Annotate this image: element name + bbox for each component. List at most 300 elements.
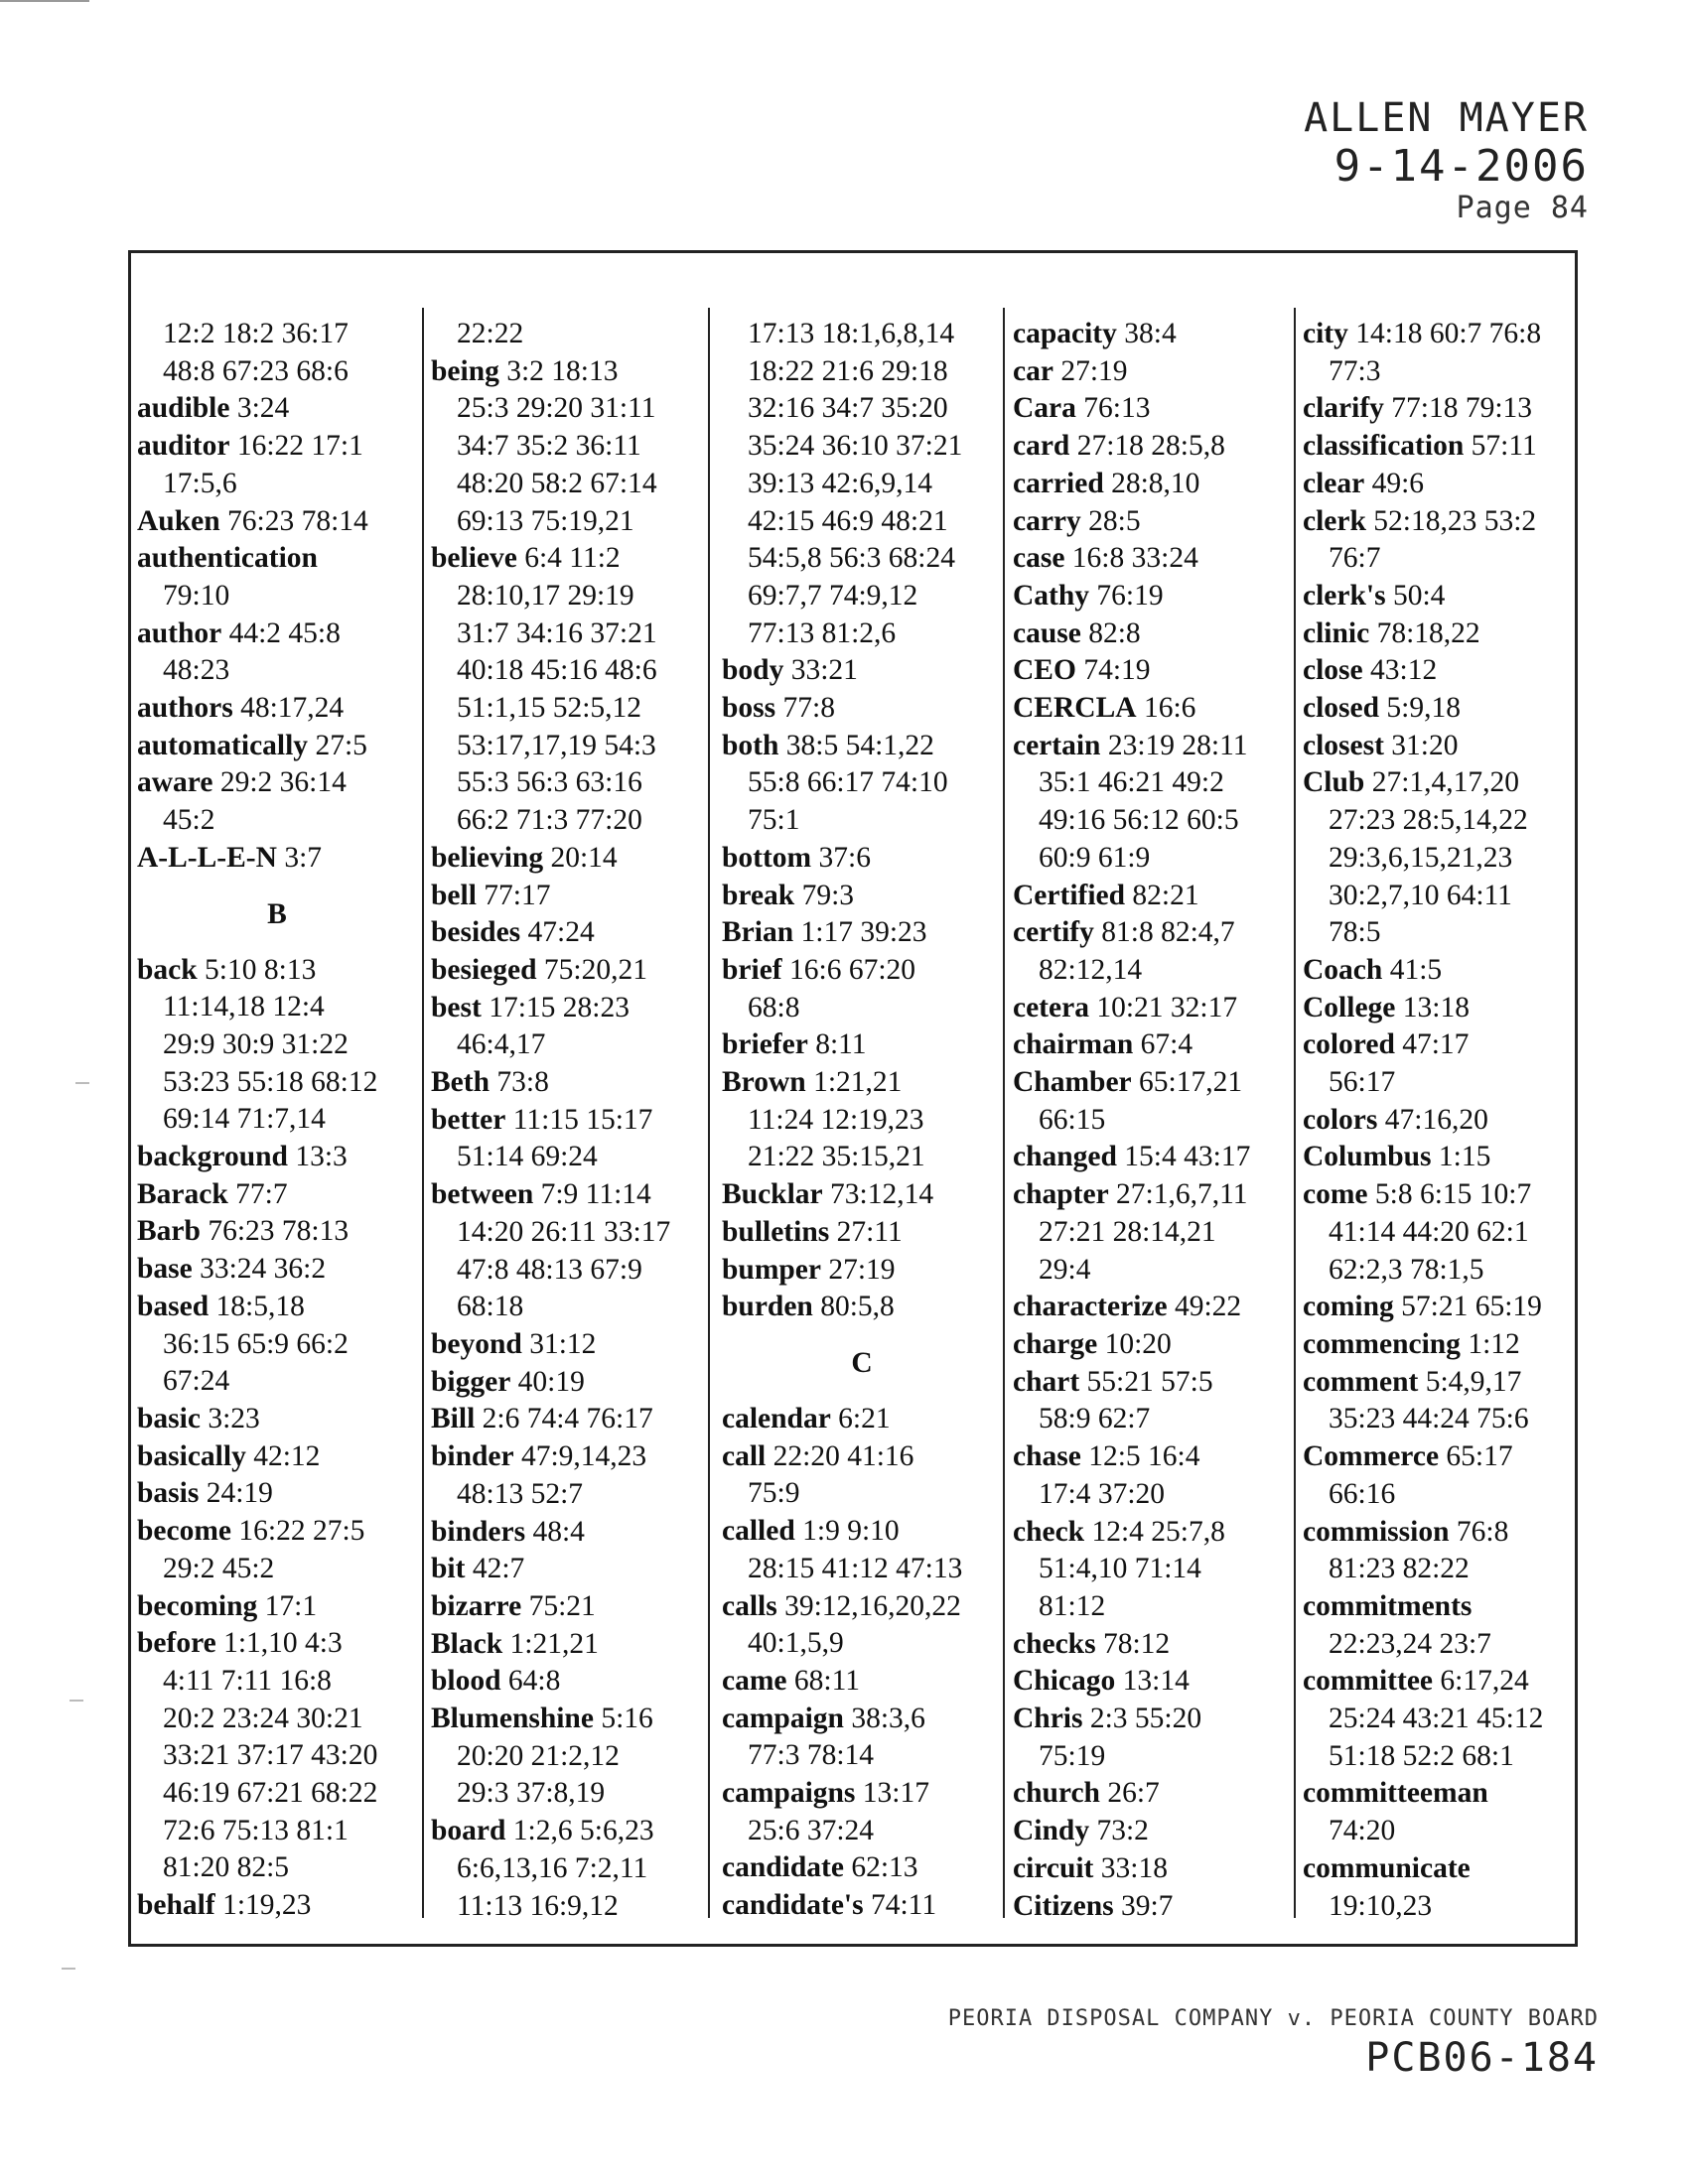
- index-term: cause: [1013, 616, 1081, 649]
- index-entry: [1303, 578, 1583, 615]
- page-line-refs: 2:6 74:4 76:17: [482, 1403, 653, 1435]
- index-entry: [1013, 1176, 1293, 1289]
- page-line-refs: 27:18 28:5,8: [1076, 430, 1225, 463]
- entry-line: [722, 1026, 1002, 1064]
- page-line-refs: 17:1: [264, 1589, 318, 1622]
- page-line-refs: 47:24: [527, 916, 595, 949]
- page-line-refs: 76:8: [1456, 1515, 1509, 1548]
- entry-line: [431, 1551, 711, 1588]
- index-entry: [1013, 1626, 1293, 1664]
- index-entry: [722, 728, 1002, 840]
- entry-line: [431, 353, 711, 391]
- index-entry: [1303, 1775, 1583, 1849]
- index-term: CEO: [1013, 654, 1076, 687]
- index-entry: [431, 1176, 711, 1326]
- entry-line: [431, 1588, 711, 1626]
- entry-line: [1303, 1102, 1583, 1140]
- page-line-refs: 72:6 75:13 81:1: [163, 1814, 349, 1846]
- page-line-refs: 28:5: [1088, 504, 1141, 537]
- index-entry: [431, 1551, 711, 1588]
- entry-line: [1013, 878, 1293, 915]
- index-entry: [137, 1513, 417, 1587]
- entry-line: [137, 690, 417, 728]
- index-entry: [431, 1514, 711, 1552]
- index-entry: [722, 1663, 1002, 1701]
- entry-line: [431, 1401, 711, 1438]
- index-term: check: [1013, 1515, 1085, 1548]
- page-line-refs: 49:22: [1174, 1291, 1242, 1323]
- page-line-refs: 48:20 58:2 67:14: [457, 467, 657, 499]
- entry-line: [431, 1326, 711, 1364]
- page-line-refs: 39:13 42:6,9,14: [748, 467, 933, 499]
- index-term: Citizens: [1013, 1889, 1114, 1922]
- page-line-refs: 20:14: [550, 841, 618, 874]
- page-line-refs: 7:9 11:14: [540, 1178, 651, 1211]
- index-entry: [1013, 1326, 1293, 1364]
- index-entry: [1303, 690, 1583, 728]
- index-entry: [137, 316, 417, 390]
- index-entry: [1303, 503, 1583, 578]
- page-line-refs: 35:24 36:10 37:21: [748, 430, 963, 463]
- entry-line: [137, 1251, 417, 1289]
- entry-line: [1303, 1514, 1583, 1552]
- page-line-refs: 6:21: [838, 1402, 891, 1434]
- page-line-refs: 45:2: [163, 804, 215, 837]
- entry-line: [431, 990, 711, 1027]
- index-term: authors: [137, 692, 233, 725]
- page-line-refs: 1:17 39:23: [800, 916, 927, 949]
- page-line-refs: 31:20: [1391, 729, 1459, 761]
- page-line-refs: 51:1,15 52:5,12: [457, 692, 642, 725]
- index-entry: [137, 1176, 417, 1214]
- index-entry: [431, 1701, 711, 1813]
- index-entry: [1013, 652, 1293, 690]
- index-entry: [431, 353, 711, 541]
- entry-line: [1013, 690, 1293, 728]
- index-entry: [722, 878, 1002, 915]
- entry-line: [722, 1289, 1002, 1326]
- entry-line: [137, 615, 417, 653]
- entry-line: [722, 1663, 1002, 1701]
- entry-line: [1013, 390, 1293, 428]
- page-line-refs: 43:12: [1370, 654, 1438, 687]
- entry-line: [1303, 1850, 1583, 1888]
- entry-line: [137, 540, 417, 578]
- page-line-refs: 42:7: [472, 1553, 525, 1585]
- index-entry: [431, 1401, 711, 1438]
- entry-line: [431, 1064, 711, 1102]
- index-entry: [1303, 1663, 1583, 1775]
- index-term: clarify: [1303, 392, 1384, 425]
- page-line-refs: 22:23,24 23:7: [1329, 1627, 1491, 1660]
- page-line-refs: 1:21,21: [509, 1627, 599, 1660]
- page-line-refs: 34:7 35:2 36:11: [457, 430, 641, 463]
- index-entry: [1013, 503, 1293, 541]
- entry-line: [1303, 1289, 1583, 1326]
- page-line-refs: 22:22: [457, 318, 524, 349]
- page-line-refs: 27:19: [828, 1253, 896, 1286]
- page-line-refs: 28:10,17 29:19: [457, 579, 634, 612]
- page-line-refs: 46:19 67:21 68:22: [163, 1777, 378, 1810]
- index-entry: [1013, 728, 1293, 878]
- index-term: changed: [1013, 1141, 1117, 1173]
- index-column-1: [137, 316, 417, 1925]
- index-term: Coach: [1303, 953, 1383, 986]
- page-line-refs: 10:20: [1104, 1327, 1172, 1360]
- entry-line: [137, 503, 417, 541]
- index-term: besides: [431, 916, 521, 949]
- page-line-refs: 41:5: [1389, 953, 1443, 986]
- index-entry: [1013, 1701, 1293, 1775]
- page-line-refs: 29:4: [1039, 1253, 1091, 1286]
- index-term: chase: [1013, 1440, 1081, 1473]
- page-line-refs: 48:23: [163, 654, 230, 687]
- index-entry: [137, 503, 417, 541]
- page-line-refs: 77:17: [484, 879, 551, 911]
- page-line-refs: 44:2 45:8: [228, 616, 341, 649]
- entry-line: [137, 1475, 417, 1513]
- section-letter: C: [851, 1346, 873, 1379]
- index-entry: [1303, 652, 1583, 690]
- page-line-refs: 78:5: [1329, 916, 1381, 949]
- section-letter: B: [267, 897, 287, 930]
- page-line-refs: 58:9 62:7: [1039, 1403, 1151, 1435]
- index-entry: [431, 1626, 711, 1664]
- index-term: College: [1303, 991, 1396, 1024]
- page-line-refs: 77:18 79:13: [1391, 392, 1533, 425]
- page-line-refs: 40:18 45:16 48:6: [457, 654, 657, 687]
- entry-line: [1013, 503, 1293, 541]
- page-line-refs: 27:23 28:5,14,22: [1329, 804, 1528, 837]
- index-entry: [1303, 1438, 1583, 1513]
- index-term: clinic: [1303, 616, 1370, 649]
- entry-line: [1013, 540, 1293, 578]
- index-term: certify: [1013, 916, 1094, 949]
- entry-line: [1303, 390, 1583, 428]
- entry-line: [137, 1513, 417, 1551]
- page-line-refs: 62:2,3 78:1,5: [1329, 1253, 1484, 1286]
- index-term: CERCLA: [1013, 692, 1137, 725]
- page-line-refs: 66:2 71:3 77:20: [457, 804, 642, 837]
- page-line-refs: 79:3: [801, 879, 855, 911]
- index-entry: [1013, 1663, 1293, 1701]
- page-line-refs: 60:9 61:9: [1039, 841, 1151, 874]
- page-line-refs: 27:1,6,7,11: [1116, 1178, 1248, 1211]
- entry-line: [1303, 728, 1583, 765]
- entry-line: [137, 1438, 417, 1476]
- index-entry: [1013, 878, 1293, 915]
- page-line-refs: 76:13: [1083, 392, 1151, 425]
- case-number: PCB06-184: [1365, 2035, 1599, 2081]
- index-entry: [722, 952, 1002, 1026]
- entry-line: [1013, 1813, 1293, 1850]
- page-line-refs: 42:12: [253, 1439, 321, 1472]
- index-entry: [431, 1438, 711, 1513]
- page-line-refs: 35:1 46:21 49:2: [1039, 766, 1224, 799]
- index-term: call: [722, 1439, 767, 1472]
- entry-line: [722, 728, 1002, 765]
- page-line-refs: 3:24: [236, 392, 290, 425]
- page-line-refs: 33:24 36:2: [200, 1253, 327, 1286]
- page-line-refs: 40:1,5,9: [748, 1627, 844, 1660]
- page-line-refs: 28:15 41:12 47:13: [748, 1552, 963, 1584]
- index-term: better: [431, 1103, 506, 1136]
- entry-line: [137, 1213, 417, 1251]
- page-number: Page 84: [1456, 191, 1589, 225]
- index-term: capacity: [1013, 318, 1117, 349]
- entry-line: [1013, 353, 1293, 391]
- index-term: Chicago: [1013, 1665, 1116, 1698]
- index-term: behalf: [137, 1889, 215, 1922]
- scan-artifact: [0, 0, 89, 2]
- index-entry: [722, 1064, 1002, 1176]
- page-line-refs: 65:17: [1446, 1440, 1513, 1473]
- index-term: Club: [1303, 766, 1365, 799]
- index-entry: [1013, 1514, 1293, 1626]
- index-term: calls: [722, 1589, 777, 1622]
- entry-line: [1303, 316, 1583, 353]
- index-entry: [722, 316, 1002, 652]
- index-term: Barb: [137, 1215, 201, 1248]
- page-line-refs: 16:8 33:24: [1071, 542, 1198, 575]
- entry-line: [1303, 428, 1583, 466]
- index-entry: [1013, 578, 1293, 615]
- index-entry: [431, 990, 711, 1064]
- entry-line: [1013, 1289, 1293, 1326]
- index-term: before: [137, 1627, 216, 1660]
- index-term: Cara: [1013, 392, 1076, 425]
- entry-line: [137, 952, 417, 990]
- index-term: Columbus: [1303, 1141, 1432, 1173]
- index-term: base: [137, 1253, 193, 1286]
- page-line-refs: 69:13 75:19,21: [457, 504, 634, 537]
- index-entry: [722, 690, 1002, 728]
- index-term: Bill: [431, 1403, 476, 1435]
- page-line-refs: 78:18,22: [1376, 616, 1480, 649]
- index-entry: [431, 1102, 711, 1176]
- page-line-refs: 11:15 15:17: [512, 1103, 653, 1136]
- entry-line: [431, 540, 711, 578]
- page-line-refs: 69:7,7 74:9,12: [748, 579, 918, 612]
- page-line-refs: 82:12,14: [1039, 953, 1143, 986]
- index-entry: [722, 1289, 1002, 1326]
- index-term: bumper: [722, 1253, 821, 1286]
- page-line-refs: 73:2: [1096, 1815, 1149, 1847]
- index-term: Cathy: [1013, 579, 1090, 612]
- index-entry: [1013, 1139, 1293, 1176]
- page-line-refs: 6:17,24: [1440, 1665, 1529, 1698]
- index-term: card: [1013, 430, 1070, 463]
- index-term: comment: [1303, 1365, 1419, 1398]
- entry-line: [1013, 1326, 1293, 1364]
- index-entry: [722, 1588, 1002, 1663]
- index-entry: [1303, 1026, 1583, 1101]
- index-term: binder: [431, 1440, 514, 1473]
- index-entry: [137, 1213, 417, 1251]
- entry-line: [1013, 466, 1293, 503]
- entry-line: [137, 840, 417, 878]
- entry-line: [722, 690, 1002, 728]
- index-entry: [137, 840, 417, 878]
- page-line-refs: 13:3: [295, 1141, 348, 1173]
- index-entry: [1013, 914, 1293, 989]
- index-term: Chamber: [1013, 1066, 1132, 1099]
- index-term: Certified: [1013, 879, 1126, 911]
- index-term: coming: [1303, 1291, 1394, 1323]
- scan-artifact: [70, 1700, 83, 1702]
- page-line-refs: 39:7: [1120, 1889, 1174, 1922]
- index-entry: [722, 1176, 1002, 1214]
- index-entry: [137, 728, 417, 765]
- page-line-refs: 81:8 82:4,7: [1101, 916, 1235, 949]
- page-line-refs: 33:21: [790, 654, 858, 687]
- index-entry: [431, 878, 711, 915]
- page-line-refs: 67:4: [1140, 1028, 1193, 1061]
- page-line-refs: 76:19: [1096, 579, 1164, 612]
- entry-line: [431, 1663, 711, 1701]
- index-entry: [722, 1513, 1002, 1587]
- index-term: back: [137, 953, 198, 986]
- page-line-refs: 81:23 82:22: [1329, 1553, 1470, 1585]
- page-line-refs: 75:21: [528, 1589, 596, 1622]
- page-line-refs: 37:6: [818, 841, 871, 874]
- page-line-refs: 48:4: [532, 1515, 585, 1548]
- page-line-refs: 64:8: [507, 1665, 561, 1698]
- index-term: charge: [1013, 1327, 1098, 1360]
- page-line-refs: 1:12: [1468, 1327, 1520, 1360]
- page-line-refs: 31:7 34:16 37:21: [457, 616, 657, 649]
- page-line-refs: 17:4 37:20: [1039, 1477, 1166, 1510]
- page-line-refs: 4:11 7:11 16:8: [163, 1664, 332, 1697]
- page-line-refs: 13:18: [1402, 991, 1470, 1024]
- index-entry: [722, 1849, 1002, 1887]
- page-line-refs: 55:3 56:3 63:16: [457, 766, 642, 799]
- page-line-refs: 35:23 44:24 75:6: [1329, 1403, 1529, 1435]
- index-term: commission: [1303, 1515, 1450, 1548]
- index-term: becoming: [137, 1589, 258, 1622]
- index-entry: [137, 1289, 417, 1401]
- index-entry: [137, 1139, 417, 1176]
- index-entry: [1013, 1438, 1293, 1513]
- page-line-refs: 47:16,20: [1384, 1103, 1488, 1136]
- entry-line: [1303, 1364, 1583, 1402]
- index-term: background: [137, 1141, 288, 1173]
- page-line-refs: 51:4,10 71:14: [1039, 1553, 1201, 1585]
- page-line-refs: 29:3 37:8,19: [457, 1777, 606, 1810]
- page-line-refs: 48:17,24: [240, 692, 345, 725]
- page-line-refs: 38:5 54:1,22: [785, 729, 934, 761]
- page-line-refs: 13:14: [1122, 1665, 1190, 1698]
- page-line-refs: 25:3 29:20 31:11: [457, 392, 656, 425]
- page-line-refs: 76:23 78:14: [227, 504, 368, 537]
- index-term: between: [431, 1178, 534, 1211]
- entry-line: [137, 1176, 417, 1214]
- index-entry: [431, 1064, 711, 1102]
- index-entry: [1013, 1289, 1293, 1326]
- index-term: basically: [137, 1439, 246, 1472]
- entry-line: [722, 1588, 1002, 1626]
- index-entry: [1013, 466, 1293, 503]
- index-entry: [722, 1438, 1002, 1513]
- entry-line: [722, 1401, 1002, 1438]
- index-entry: [137, 428, 417, 502]
- entry-line: [1013, 1850, 1293, 1888]
- page-line-refs: 28:8,10: [1111, 467, 1200, 499]
- index-term: church: [1013, 1777, 1100, 1810]
- index-entry: [137, 1625, 417, 1887]
- page-line-refs: 14:20 26:11 33:17: [457, 1215, 671, 1248]
- entry-line: [722, 1438, 1002, 1476]
- page-line-refs: 47:9,14,23: [520, 1440, 647, 1473]
- page-line-refs: 11:13 16:9,12: [457, 1889, 619, 1922]
- index-term: clerk: [1303, 504, 1366, 537]
- index-term: become: [137, 1515, 232, 1548]
- index-term: automatically: [137, 729, 309, 761]
- page-line-refs: 17:15 28:23: [489, 991, 630, 1024]
- index-entry: [1303, 990, 1583, 1027]
- page-line-refs: 77:7: [235, 1177, 288, 1210]
- index-term: carry: [1013, 504, 1081, 537]
- index-term: bottom: [722, 841, 812, 874]
- page-line-refs: 66:15: [1039, 1103, 1106, 1136]
- page-line-refs: 16:6: [1143, 692, 1196, 725]
- page-line-refs: 75:20,21: [543, 953, 647, 986]
- index-entry: [722, 1026, 1002, 1064]
- page-line-refs: 48:13 52:7: [457, 1477, 584, 1510]
- index-entry: [1303, 615, 1583, 653]
- index-entry: [431, 316, 711, 353]
- page-line-refs: 16:22 17:1: [236, 430, 363, 463]
- page-line-refs: 51:14 69:24: [457, 1141, 598, 1173]
- page-line-refs: 25:24 43:21 45:12: [1329, 1703, 1544, 1735]
- page-line-refs: 27:5: [315, 729, 367, 761]
- page-line-refs: 81:20 82:5: [163, 1851, 290, 1884]
- scan-artifact: [75, 1082, 89, 1084]
- index-term: Brown: [722, 1066, 806, 1099]
- page-line-refs: 68:11: [793, 1664, 860, 1697]
- index-term: come: [1303, 1178, 1368, 1211]
- entry-line: [1013, 1701, 1293, 1738]
- index-entry: [722, 1701, 1002, 1775]
- index-entry: [1013, 316, 1293, 353]
- entry-line: [722, 1252, 1002, 1290]
- page-line-refs: 33:18: [1100, 1851, 1168, 1884]
- page-line-refs: 82:8: [1088, 616, 1141, 649]
- index-term: chart: [1013, 1365, 1080, 1398]
- index-entry: [431, 1588, 711, 1626]
- index-term: besieged: [431, 953, 537, 986]
- entry-line: [431, 1701, 711, 1738]
- entry-line: [1303, 466, 1583, 503]
- index-entry: [1303, 1176, 1583, 1289]
- index-entry: [137, 764, 417, 839]
- index-term: Beth: [431, 1066, 490, 1099]
- page-line-refs: 1:15: [1438, 1141, 1491, 1173]
- page-line-refs: 46:4,17: [457, 1028, 546, 1061]
- entry-line: [722, 1701, 1002, 1738]
- page-line-refs: 74:19: [1083, 654, 1151, 687]
- entry-line: [722, 840, 1002, 878]
- index-term: called: [722, 1515, 795, 1548]
- page-line-refs: 12:2 18:2 36:17: [163, 318, 349, 349]
- entry-line: [1013, 1176, 1293, 1214]
- entry-line: [1303, 952, 1583, 990]
- page-line-refs: 73:8: [496, 1066, 549, 1099]
- entry-line: [1303, 1775, 1583, 1813]
- entry-line: [1303, 1176, 1583, 1214]
- page-line-refs: 29:3,6,15,21,23: [1329, 841, 1513, 874]
- page-line-refs: 6:4 11:2: [524, 542, 621, 575]
